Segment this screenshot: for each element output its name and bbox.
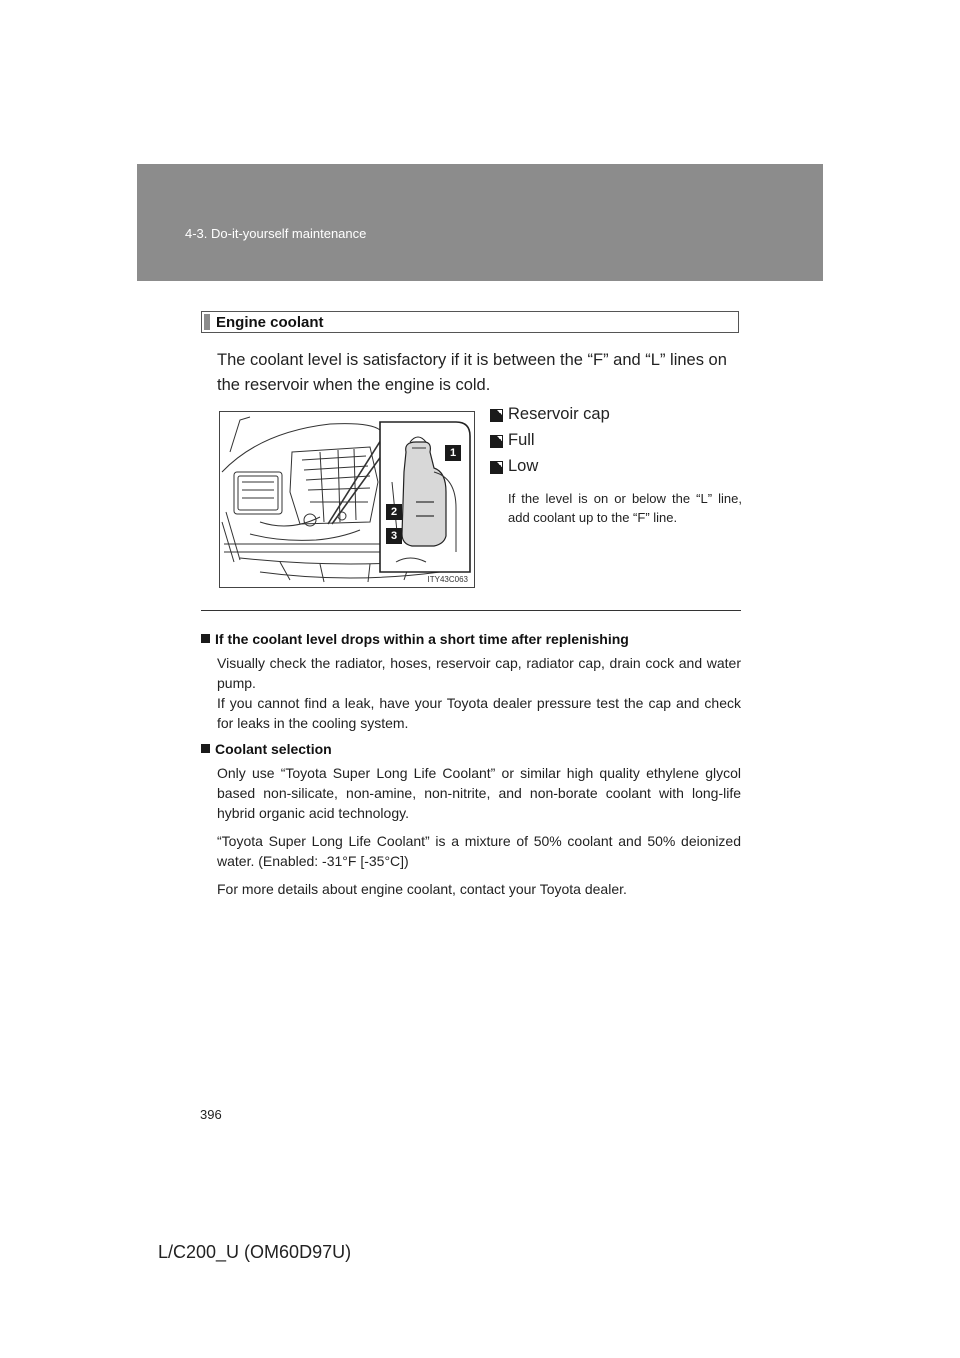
- legend-label: Low: [508, 457, 539, 475]
- note-paragraph: Only use “Toyota Super Long Life Coolant” or similar high quality ethylene glycol based non-silicate, non-amine, non-nitrite, and non-borate coolant with long-life hybrid organic acid technology.: [217, 765, 741, 821]
- legend-badge-3: [490, 461, 503, 474]
- legend-note: If the level is on or below the “L” line, add coolant up to the “F” line.: [508, 491, 742, 525]
- square-bullet-icon: [201, 744, 210, 753]
- title-marker: [204, 314, 210, 330]
- legend-badge-2: [490, 435, 503, 448]
- section-divider: [201, 610, 741, 611]
- legend-label: Full: [508, 431, 535, 449]
- note-heading-coolant-selection: [201, 739, 741, 759]
- header-band: [137, 164, 823, 281]
- legend-badge-1: [490, 409, 503, 422]
- document-code: L/C200_U (OM60D97U): [158, 1242, 352, 1262]
- figure-code: ITY43C063: [427, 575, 468, 584]
- figure-badge-1: 1: [445, 445, 461, 461]
- note-paragraph: “Toyota Super Long Life Coolant” is a mixture of 50% coolant and 50% deionized water. (Enabled: -31°F [-35°C]): [217, 833, 741, 869]
- engine-bay-drawing: [220, 412, 475, 588]
- section-breadcrumb: 4-3. Do-it-yourself maintenance: [185, 226, 367, 241]
- note-paragraph: For more details about engine coolant, contact your Toyota dealer.: [217, 881, 627, 897]
- square-bullet-icon: [201, 634, 210, 643]
- note-heading-text: If the coolant level drops within a short time after replenishing: [215, 631, 629, 647]
- engine-bay-illustration: [219, 411, 475, 588]
- notes-section: [201, 629, 741, 899]
- page-number: 396: [200, 1107, 222, 1122]
- note-heading-text: Coolant selection: [215, 741, 332, 757]
- note-heading-leak: [201, 629, 741, 649]
- section-title: Engine coolant: [216, 314, 324, 331]
- section-title-box: [201, 311, 739, 333]
- intro-paragraph: The coolant level is satisfactory if it is between the “F” and “L” lines on the reservoir when the engine is cold.: [217, 351, 727, 394]
- figure-badge-2: 2: [386, 504, 402, 520]
- legend-label: Reservoir cap: [508, 405, 610, 423]
- figure-badge-3: 3: [386, 528, 402, 544]
- note-paragraph: Visually check the radiator, hoses, reservoir cap, radiator cap, drain cock and water pump. If you cannot find a leak, have your Toyota dealer pressure test the cap and check for leaks in the cooling system.: [217, 655, 741, 731]
